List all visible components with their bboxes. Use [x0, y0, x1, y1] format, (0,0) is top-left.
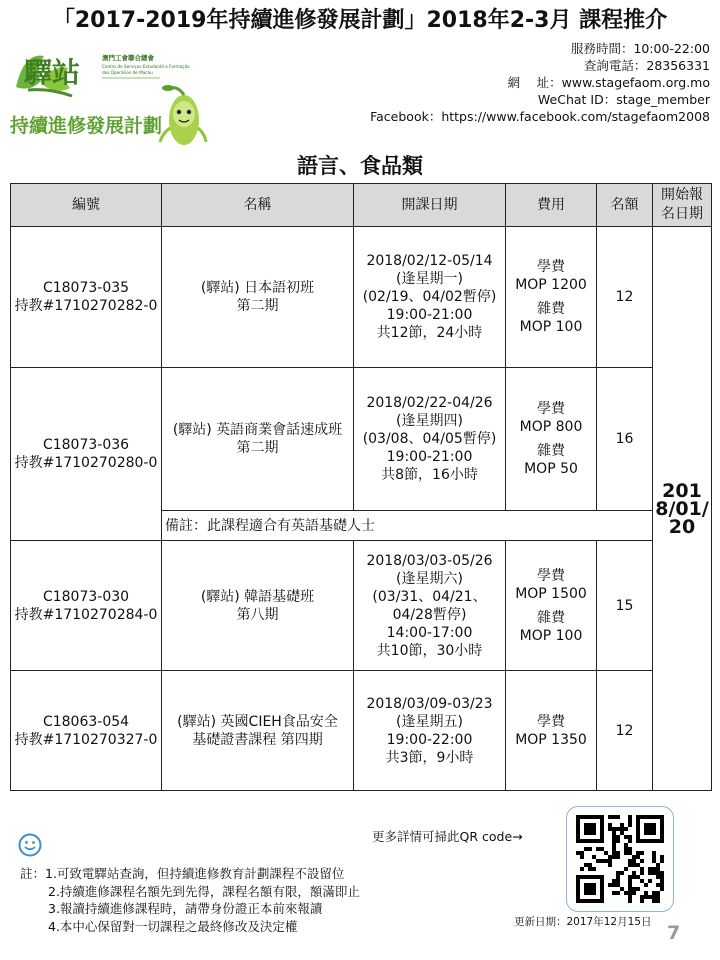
- table-row: [11, 368, 712, 511]
- program-name: 持續進修發展計劃: [10, 115, 163, 137]
- section-title: 語言、食品類: [297, 154, 423, 178]
- open-date-header-text: 開始報名日期: [661, 187, 703, 222]
- col-header-quota: 名額: [597, 184, 653, 227]
- misc-fee: MOP 100: [519, 319, 583, 335]
- course-code: C18063-054: [42, 713, 130, 730]
- open-date-cell: [653, 227, 712, 791]
- course-remark: 備註：此課程適合有英語基礎人士: [162, 511, 653, 541]
- course-name-cell: [162, 368, 354, 511]
- course-quota: 15: [597, 541, 653, 671]
- course-code-cell: [11, 227, 162, 368]
- col-header-fee: 費用: [506, 184, 597, 227]
- tuition-label: 學費: [537, 567, 565, 584]
- course-code-cell: [11, 671, 162, 791]
- mascot-icon: [160, 85, 206, 145]
- course-code: C18073-030: [42, 588, 130, 605]
- enquiry-phone: 查詢電話：28356331: [583, 58, 710, 73]
- table-row: [11, 671, 712, 791]
- pause-dates-cont: 04/28暫停): [392, 606, 467, 623]
- tuition-fee: MOP 1350: [515, 731, 587, 748]
- continuing-code: 持教#1710270280-0: [14, 455, 158, 471]
- tuition-fee: MOP 800: [519, 419, 583, 435]
- course-code: C18073-036: [42, 437, 130, 453]
- course-term: 基礎證書課程 第四期: [192, 731, 323, 748]
- class-time: 19:00-21:00: [386, 449, 473, 465]
- tuition-fee: MOP 1200: [515, 277, 587, 293]
- page-title: 「2017-2019年持續進修發展計劃」2018年2-3月 課程推介: [52, 8, 668, 33]
- session-count: 共10節，30小時: [376, 642, 483, 659]
- org-sub-1: Centro de Serviços Estudantil e Formação: [102, 64, 190, 69]
- col-header-name: 名稱: [162, 184, 354, 227]
- org-name: 澳門工會聯合總會: [102, 54, 154, 62]
- course-fee-cell: [506, 368, 597, 511]
- qr-hint: 更多詳情可掃此QR code→: [372, 829, 523, 844]
- tuition-fee: MOP 1500: [515, 585, 587, 602]
- tuition-label: 學費: [537, 401, 565, 417]
- col-header-code: 編號: [11, 184, 162, 227]
- continuing-code: 持教#1710270327-0: [14, 731, 158, 748]
- course-fee-cell: [506, 541, 597, 671]
- smile-icon: [18, 833, 42, 861]
- course-date-cell: [354, 227, 506, 368]
- date-range: 2018/02/22-04/26: [366, 395, 493, 411]
- course-date-cell: [354, 671, 506, 791]
- class-time: 19:00-21:00: [386, 307, 473, 323]
- notes: [20, 865, 360, 935]
- tuition-label: 學費: [537, 259, 565, 275]
- logo-text: 驛站: [24, 56, 81, 89]
- note-3: 3.報讀持續進修課程時，請帶身份證正本前來報讀: [48, 901, 323, 916]
- course-name: (驛站) 韓語基礎班: [200, 588, 315, 605]
- col-header-date: 開課日期: [354, 184, 506, 227]
- weekday: (逢星期六): [396, 570, 463, 587]
- course-name: (驛站) 英國CIEH食品安全: [177, 713, 338, 730]
- session-count: 共3節，9小時: [385, 749, 474, 766]
- date-range: 2018/03/03-05/26: [366, 552, 493, 569]
- date-range: 2018/03/09-03/23: [366, 695, 493, 712]
- course-quota: 12: [597, 671, 653, 791]
- course-code-cell: [11, 541, 162, 671]
- course-term: 第二期: [236, 440, 279, 456]
- website[interactable]: 網 址：www.stagefaom.org.mo: [507, 75, 710, 90]
- course-term: 第八期: [236, 606, 279, 623]
- pause-dates: (02/19、04/02暫停): [362, 289, 497, 305]
- course-name: (驛站) 日本語初班: [200, 280, 315, 296]
- class-time: 14:00-17:00: [386, 624, 473, 641]
- course-quota: 16: [597, 368, 653, 511]
- table-row: [11, 227, 712, 368]
- session-count: 共12節，24小時: [376, 325, 483, 341]
- course-code: C18073-035: [42, 280, 130, 296]
- note-1: 註：1.可致電驛站查詢，但持續進修教育計劃課程不設留位: [20, 866, 345, 881]
- course-name: (驛站) 英語商業會話速成班: [172, 422, 343, 438]
- page-number: 7: [667, 922, 681, 944]
- weekday: (逢星期一): [396, 271, 463, 287]
- misc-label: 雜費: [537, 301, 565, 317]
- open-date: 2018/01/20: [655, 479, 709, 538]
- continuing-code: 持教#1710270284-0: [14, 606, 158, 623]
- weekday: (逢星期五): [396, 713, 463, 730]
- note-2: 2.持續進修課程名額先到先得，課程名額有限，額滿即止: [48, 883, 360, 899]
- course-term: 第二期: [236, 298, 279, 314]
- pause-dates: (03/08、04/05暫停): [362, 431, 497, 447]
- course-name-cell: [162, 671, 354, 791]
- class-time: 19:00-22:00: [386, 731, 473, 748]
- col-header-open-date: [653, 184, 712, 227]
- misc-label: 雜費: [537, 609, 565, 626]
- org-sub-2: dos Operários de Macau: [102, 70, 153, 75]
- course-date-cell: [354, 541, 506, 671]
- facebook-link[interactable]: Facebook：https://www.facebook.com/stagefaom2008: [370, 109, 710, 124]
- misc-fee: MOP 50: [524, 461, 578, 477]
- qr-code-frame[interactable]: [566, 806, 674, 912]
- weekday: (逢星期四): [396, 413, 463, 429]
- logo-graphic: [10, 42, 210, 152]
- date-range: 2018/02/12-05/14: [366, 253, 493, 269]
- table-header-row: [11, 184, 712, 227]
- table-row: [11, 541, 712, 671]
- course-table: [10, 183, 712, 791]
- misc-label: 雜費: [537, 443, 565, 459]
- wechat-id: WeChat ID：stage_member: [537, 92, 710, 107]
- course-code-cell: [11, 368, 162, 541]
- contact-info: [370, 40, 710, 125]
- service-hours: 服務時間：10:00-22:00: [570, 41, 710, 56]
- course-date-cell: [354, 368, 506, 511]
- update-date: 更新日期：2017年12月15日: [514, 916, 652, 928]
- course-name-cell: [162, 227, 354, 368]
- note-4: 4.本中心保留對一切課程之最終修改及決定權: [48, 918, 298, 934]
- course-fee-cell: [506, 671, 597, 791]
- misc-fee: MOP 100: [519, 627, 583, 644]
- course-name-cell: [162, 541, 354, 671]
- org-logo: [10, 42, 210, 152]
- course-fee-cell: [506, 227, 597, 368]
- continuing-code: 持教#1710270282-0: [14, 298, 158, 314]
- tuition-label: 學費: [537, 713, 565, 730]
- course-quota: 12: [597, 227, 653, 368]
- pause-dates: (03/31、04/21、: [372, 588, 487, 605]
- session-count: 共8節，16小時: [381, 467, 478, 483]
- qr-code-icon[interactable]: [576, 815, 664, 903]
